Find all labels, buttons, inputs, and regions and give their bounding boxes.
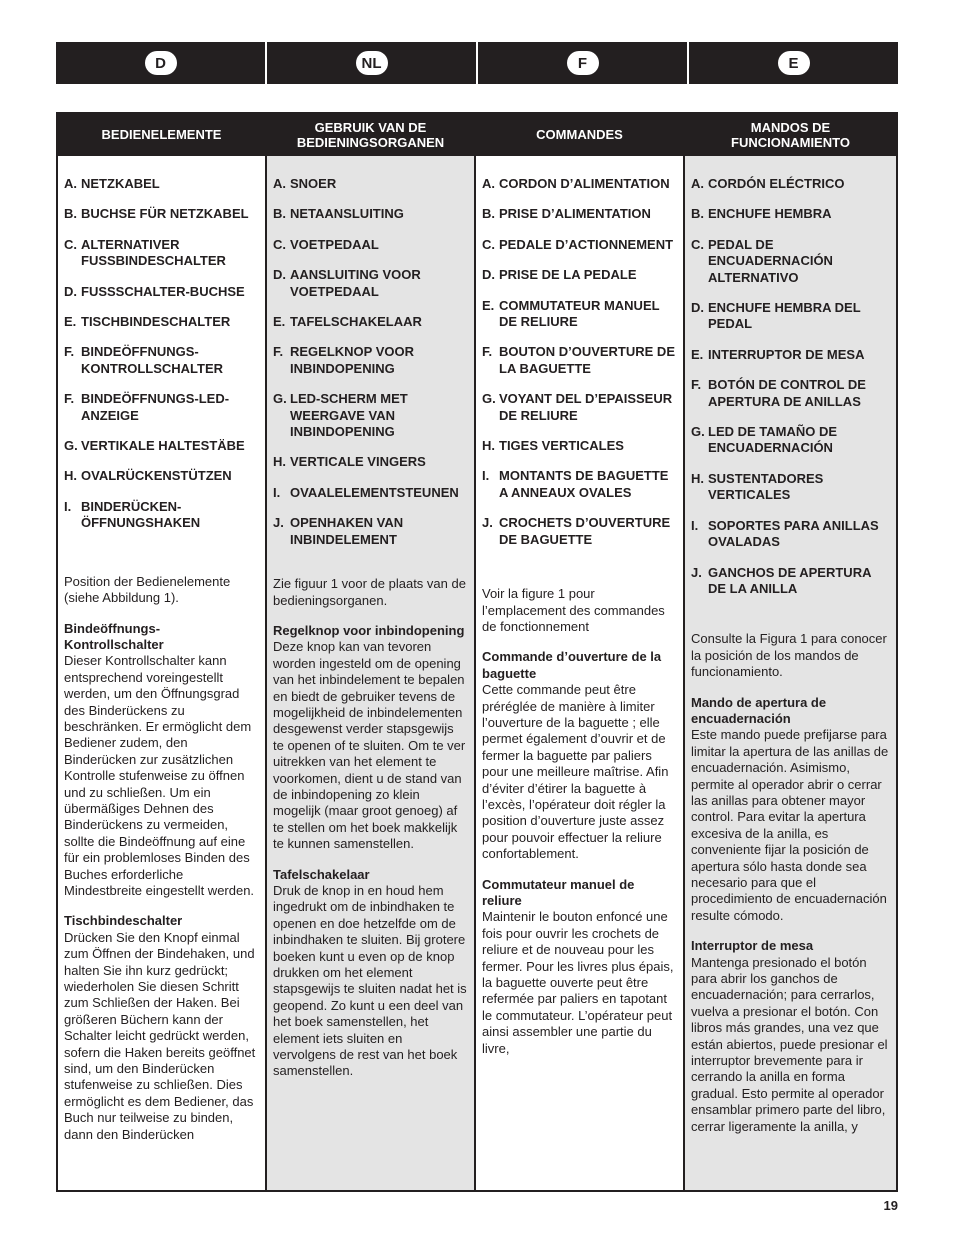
control-letter: B. (64, 206, 77, 222)
control-letter: C. (482, 236, 495, 252)
instruction-section (691, 938, 890, 1135)
control-name: VOETPEDAAL (290, 236, 379, 252)
language-code-badge: D (145, 51, 177, 75)
control-name: VERTICALE VINGERS (290, 454, 426, 470)
section-body: Deze knop kan van tevoren worden ingesteld om de opening van het inbindelement te bepalen en biedt de gebruiker tevens de mogelijkheid de inbindelementen desgewenst verder stapsgewijs te openen of te sluiten. Om te ver uitrekken van het element te voorkomen, dient u de stand van de inbindopening zo klein mogelijk (maar groot genoeg) af te stellen om het boek makkelijk te kunnen samenstellen. (273, 639, 466, 852)
control-list-item (273, 314, 468, 330)
control-name: TIGES VERTICALES (499, 438, 624, 454)
control-letter: D. (691, 300, 704, 316)
control-list-item (482, 468, 677, 501)
control-name: PEDAL DE ENCUADERNACIÓN ALTERNATIVO (708, 236, 833, 285)
intro-paragraph: Position der Bedienelemente (siehe Abbildung 1). (64, 573, 231, 606)
column-german (58, 114, 267, 1190)
control-letter: I. (64, 498, 72, 514)
section-heading: Tafelschakelaar (273, 866, 370, 882)
language-tab-es (689, 42, 898, 84)
control-list-item (691, 300, 890, 333)
control-list-item (64, 176, 259, 192)
control-letter: I. (273, 484, 281, 500)
control-name: SUSTENTADORES VERTICALES (708, 470, 824, 503)
control-letter: F. (691, 377, 702, 393)
section-body: Cette commande peut être préréglée de manière à limiter l’ouverture de la baguette ; elle permet également d’ouvrir et de fermer la baguette par paliers pour une meilleure maîtrise. Afin d’éviter d’étirer la baguette à l’excès, l’opérateur doit régler la position d’ouverture juste assez pour pouvoir effectuer la reliure confortablement. (482, 682, 669, 862)
control-letter: A. (64, 176, 77, 191)
control-letter: J. (273, 515, 284, 531)
control-list-item (64, 314, 259, 330)
control-name: LED DE TAMAÑO DE ENCUADERNACIÓN (708, 424, 838, 456)
control-list-item (273, 237, 468, 253)
control-letter: C. (64, 236, 77, 252)
control-name: TISCHBINDESCHALTER (81, 314, 231, 330)
control-letter: J. (482, 515, 493, 531)
control-name: PRISE DE LA PEDALE (499, 267, 637, 283)
control-letter: J. (691, 564, 702, 580)
control-list-item (691, 237, 890, 286)
control-name: BOTÓN DE CONTROL DE APERTURA DE ANILLAS (708, 377, 866, 409)
control-list-item (691, 176, 890, 192)
instruction-section (482, 649, 677, 862)
column-header: COMMANDES (476, 114, 683, 156)
language-tab-bar (56, 42, 898, 84)
control-name: OVAALELEMENTSTEUNEN (290, 484, 459, 500)
control-name: PRISE D’ALIMENTATION (499, 206, 651, 222)
control-name: AANSLUITING VOOR VOETPEDAAL (290, 267, 421, 299)
control-letter: F. (273, 344, 284, 360)
control-letter: G. (273, 391, 287, 407)
control-letter: H. (482, 438, 495, 454)
control-list-item (482, 267, 677, 283)
control-letter: D. (482, 267, 495, 283)
section-heading: Regelknop voor inbindopening (273, 622, 465, 638)
instruction-section (691, 695, 890, 925)
section-body: Druk de knop in en houd hem ingedrukt om de inbindhaken te openen en doe hetzelfde om de inbindhaken te sluiten. Bij grotere boeken kunt u even op de knop drukken om het element stapsgewijs te sluiten nadat het is geopend. Zo kunt u een deel van het boek samenstellen, het element iets sluiten en vervolgens de rest van het boek samenstellen. (273, 883, 467, 1079)
control-name: NETZKABEL (81, 176, 160, 191)
control-list-item (273, 515, 468, 548)
control-letter: F. (64, 391, 75, 407)
control-name: VOYANT DEL D’EPAISSEUR DE RELIURE (499, 391, 673, 423)
section-heading: Mando de apertura de encuadernación (691, 694, 827, 726)
column-header: GEBRUIK VAN DE BEDIENINGSORGANEN (267, 114, 474, 156)
intro-paragraph: Zie figuur 1 voor de plaats van de bedieningsorganen. (273, 576, 466, 608)
section-body: Dieser Kontrollschalter kann entsprechend voreingestellt werden, um den Öffnungsgrad des Binderückens zu beschränken. Er ermöglicht dem Bediener zudem, den Binderücken zur zusätzlichen Kontrolle stufenweise zu öffnen und zu schließen. Um ein übermäßiges Dehnen des Binderückens zu vermeiden, sollte die Bindeöffnung auf eine für ein problemloses Binden des Buches erforderliche Mindestbreite eingestellt werden. (64, 653, 255, 898)
control-list-item (273, 344, 468, 377)
control-letter: A. (482, 176, 495, 191)
control-letter: I. (482, 468, 490, 484)
control-name: BUCHSE FÜR NETZKABEL (81, 206, 249, 222)
control-name: ENCHUFE HEMBRA DEL PEDAL (708, 300, 861, 332)
language-code-badge: NL (356, 51, 388, 75)
column-french (476, 114, 685, 1190)
control-list-item (482, 515, 677, 548)
intro-paragraph: Consulte la Figura 1 para conocer la posición de los mandos de funcionamiento. (691, 631, 887, 680)
control-list-item (273, 206, 468, 222)
instruction-section (273, 867, 468, 1080)
control-list-item (64, 344, 259, 377)
control-name: FUSSSCHALTER-BUCHSE (81, 283, 245, 299)
control-letter: E. (64, 314, 77, 330)
language-tab-nl (267, 42, 478, 84)
control-letter: A. (273, 176, 286, 191)
control-list-item (691, 471, 890, 504)
controls-table (56, 112, 898, 1192)
control-letter: A. (691, 176, 704, 191)
control-list-item (691, 377, 890, 410)
control-list-item (482, 206, 677, 222)
control-list-item (273, 391, 468, 440)
control-letter: B. (482, 206, 495, 222)
instruction-section (64, 913, 259, 1143)
section-heading: Commutateur manuel de reliure (482, 876, 635, 908)
control-letter: H. (64, 468, 77, 484)
section-body: Mantenga presionado el botón para abrir los ganchos de encuadernación; para cerrarlos, vuelva a presionar el botón. Con libros más grandes, una vez que están abiertos, puede presionar el interruptor brevemente para ir cerrando la anilla en forma gradual. Esto permite al operador ensamblar primero parte del libro, cerrar ligeramente la anilla, y (691, 954, 888, 1134)
control-list-item (691, 565, 890, 598)
control-list-item (691, 206, 890, 222)
control-name: BINDERÜCKEN-ÖFFNUNGSHAKEN (81, 498, 201, 531)
control-name: COMMUTATEUR MANUEL DE RELIURE (499, 297, 660, 330)
control-list-item (691, 424, 890, 457)
column-body (685, 156, 896, 1149)
control-name: MONTANTS DE BAGUETTE A ANNEAUX OVALES (499, 468, 669, 500)
control-name: BOUTON D’OUVERTURE DE LA BAGUETTE (499, 344, 675, 376)
control-list-item (64, 237, 259, 270)
control-name: INTERRUPTOR DE MESA (708, 346, 865, 362)
control-letter: F. (482, 344, 493, 360)
control-name: NETAANSLUITING (290, 206, 404, 222)
control-name: BINDEÖFFNUNGS-LED-ANZEIGE (81, 391, 230, 423)
column-spanish (685, 114, 896, 1190)
language-code-badge: E (778, 51, 810, 75)
control-letter: B. (691, 206, 704, 222)
control-list-item (482, 298, 677, 331)
instruction-section (64, 621, 259, 900)
control-name: CROCHETS D’OUVERTURE DE BAGUETTE (499, 515, 671, 547)
control-list-item (273, 267, 468, 300)
language-code-badge: F (567, 51, 599, 75)
control-name: REGELKNOP VOOR INBINDOPENING (290, 344, 415, 376)
control-name: CORDON D’ALIMENTATION (499, 176, 670, 191)
control-list-item (64, 468, 259, 484)
language-tab-de (56, 42, 267, 84)
control-list-item (64, 438, 259, 454)
control-list-item (273, 176, 468, 192)
control-letter: I. (691, 517, 699, 533)
column-header: MANDOS DE FUNCIONAMIENTO (685, 114, 896, 156)
control-name: OVALRÜCKENSTÜTZEN (81, 468, 232, 484)
language-tab-fr (478, 42, 689, 84)
control-list-item (482, 438, 677, 454)
control-list-item (64, 391, 259, 424)
control-list-item (691, 347, 890, 363)
column-body (267, 156, 474, 1094)
control-letter: C. (273, 236, 286, 252)
control-letter: E. (482, 297, 495, 313)
column-body (476, 156, 683, 1071)
column-header: BEDIENELEMENTE (58, 114, 265, 156)
section-body: Este mando puede prefijarse para limitar la apertura de las anillas de encuadernación. Asimismo, permite al operador abrir o cerrar las anillas para obtener mayor control. Para evitar la apertura excesiva de la anilla, es conveniente fijar la posición de apertura sólo hasta donde sea necesario para que el procedimiento de encuadernación resulte cómodo. (691, 727, 889, 923)
control-list-item (64, 499, 259, 532)
control-name: CORDÓN ELÉCTRICO (708, 176, 845, 191)
section-heading: Commande d’ouverture de la baguette (482, 649, 662, 681)
control-name: ENCHUFE HEMBRA (708, 206, 832, 222)
control-letter: C. (691, 236, 704, 252)
control-letter: B. (273, 206, 286, 222)
instruction-section (482, 877, 677, 1057)
section-body: Drücken Sie den Knopf einmal zum Öffnen der Bindehaken, und halten Sie ihn kurz gedrückt; wiederholen Sie diesen Schritt zum Schließen der Haken. Bei größeren Büchern kann der Schalter leicht gedrückt werden, sofern die Haken bereits geöffnet sind, um den Binderücken stufenweise zu schließen. Dies ermöglicht es dem Bediener, das Buch nur teilweise zu binden, dann den Binderücken (64, 929, 256, 1142)
control-list-item (64, 206, 259, 222)
section-body: Maintenir le bouton enfoncé une fois pour ouvrir les crochets de reliure et de nouveau pour les fermer. Pour les livres plus épais, la baguette ouverte peut être refermée par paliers en tapotant le commutateur. L’opérateur peut ainsi assembler une partie du livre, (482, 909, 674, 1056)
control-letter: H. (691, 470, 704, 486)
page-number: 19 (883, 1198, 898, 1213)
control-letter: E. (273, 314, 286, 330)
section-heading: Bindeöffnungs-Kontrollschalter (64, 620, 164, 652)
column-dutch (267, 114, 476, 1190)
control-name: ALTERNATIVER FUSSBINDESCHALTER (81, 236, 226, 269)
control-name: OPENHAKEN VAN INBINDELEMENT (290, 515, 404, 547)
control-list-item (273, 454, 468, 470)
control-list-item (482, 237, 677, 253)
column-body (58, 156, 265, 1157)
control-list-item (64, 284, 259, 300)
control-letter: F. (64, 344, 75, 360)
control-name: PEDALE D’ACTIONNEMENT (499, 236, 674, 252)
control-list-item (691, 518, 890, 551)
control-name: SNOER (290, 176, 337, 191)
control-list-item (482, 391, 677, 424)
control-name: SOPORTES PARA ANILLAS OVALADAS (708, 517, 879, 550)
control-list-item (482, 176, 677, 192)
control-name: LED-SCHERM MET WEERGAVE VAN INBINDOPENING (290, 391, 408, 440)
control-letter: D. (64, 283, 77, 299)
control-letter: H. (273, 454, 286, 470)
control-name: GANCHOS DE APERTURA DE LA ANILLA (708, 564, 871, 596)
control-name: BINDEÖFFNUNGS-KONTROLLSCHALTER (81, 344, 224, 376)
control-name: VERTIKALE HALTESTÄBE (81, 438, 245, 454)
control-name: TAFELSCHAKELAAR (290, 314, 422, 330)
control-letter: G. (691, 424, 705, 440)
control-list-item (482, 344, 677, 377)
control-letter: E. (691, 346, 704, 362)
section-heading: Interruptor de mesa (691, 938, 814, 954)
control-letter: G. (482, 391, 496, 407)
control-letter: D. (273, 267, 286, 283)
instruction-section (273, 623, 468, 853)
intro-paragraph: Voir la figure 1 pour l’emplacement des commandes de fonctionnement (482, 586, 665, 634)
control-list-item (273, 485, 468, 501)
section-heading: Tischbindeschalter (64, 913, 183, 929)
control-letter: G. (64, 438, 78, 454)
